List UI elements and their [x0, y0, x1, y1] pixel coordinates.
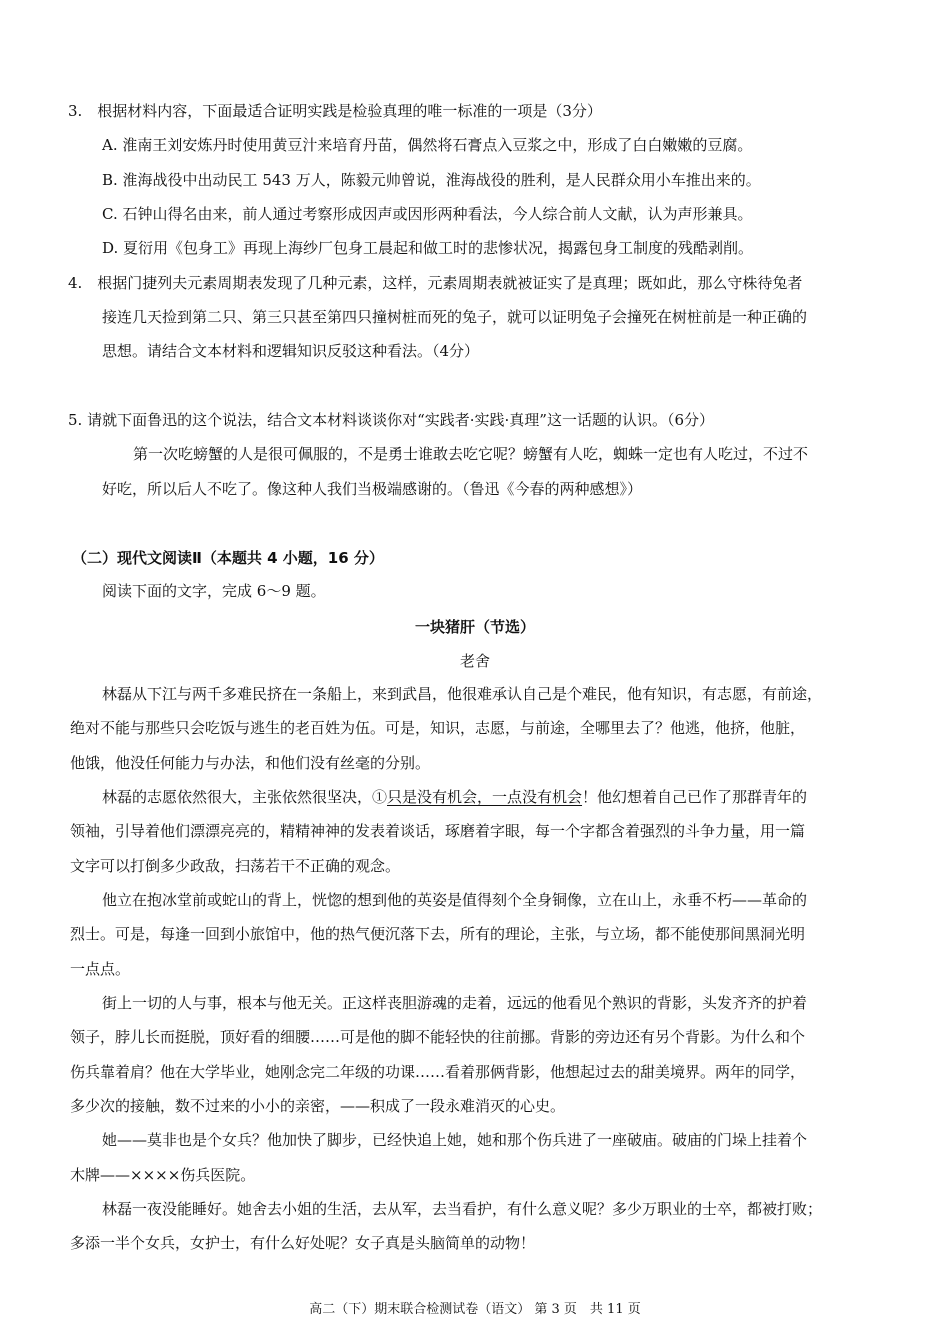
para6-line-1: 林磊一夜没能睡好。她舍去小姐的生活，去从军，去当看护，有什么意义呢？多少万职业的士卒，都被打败； — [102, 1200, 823, 1218]
q3-stem: 3. 根据材料内容，下面最适合证明实践是检验真理的唯一标准的一项是（3分） — [68, 102, 602, 120]
section-heading: （二）现代文阅读Ⅱ（本题共 4 小题，16 分） — [72, 549, 384, 567]
para5-line-1: 她——莫非也是个女兵？他加快了脚步，已经快追上她，她和那个伤兵进了一座破庙。破庙的门垛上挂着个 — [102, 1131, 808, 1149]
para4-line-3: 伤兵靠着肩？他在大学毕业，她刚念完二年级的功课……看着那俩背影，他想起过去的甜美境界。两年的同学， — [70, 1063, 806, 1081]
q4-line-3: 思想。请结合文本材料和逻辑知识反驳这种看法。（4分） — [102, 342, 480, 360]
section-instruction: 阅读下面的文字，完成 6～9 题。 — [102, 582, 326, 600]
para5-line-2: 木牌——××××伤兵医院。 — [70, 1166, 256, 1184]
q4-line-2: 接连几天捡到第二只、第三只甚至第四只撞树桩而死的兔子，就可以证明兔子会撞死在树桩前是一种正确的 — [102, 308, 808, 326]
passage-author: 老舍 — [459, 652, 490, 670]
underlined-sentence-1: 只是没有机会，一点没有机会 — [387, 788, 583, 806]
para2-line-3: 文字可以打倒多少政敌，扫荡若干不正确的观念。 — [70, 857, 401, 875]
para1-line-3: 他饿，他没任何能力与办法，和他们没有丝毫的分别。 — [70, 754, 431, 772]
q3-option-d: D. 夏衍用《包身工》再现上海纱厂包身工晨起和做工时的悲惨状况，揭露包身工制度的残酷剥削。 — [102, 239, 754, 257]
q3-option-b: B. 淮海战役中出动民工 543 万人，陈毅元帅曾说，淮海战役的胜利，是人民群众用小车推出来的。 — [102, 171, 761, 189]
para4-line-1: 街上一切的人与事，根本与他无关。正这样丧胆游魂的走着，远远的他看见个熟识的背影，头发齐齐的护着 — [102, 994, 808, 1012]
para2-line-1 — [102, 787, 807, 807]
para2-text-b: ！他幻想着自己已作了那群青年的 — [582, 788, 808, 806]
para3-line-1: 他立在抱冰堂前或蛇山的背上，恍惚的想到他的英姿是值得刻个全身铜像，立在山上，永垂不朽——革命的 — [102, 891, 808, 909]
q3-option-a: A. 淮南王刘安炼丹时使用黄豆汁来培育丹苗，偶然将石膏点入豆浆之中，形成了白白嫩嫩的豆腐。 — [102, 136, 753, 154]
para6-line-2: 多添一半个女兵，女护士，有什么好处呢？女子真是头脑简单的动物！ — [70, 1234, 536, 1252]
q3-option-c: C. 石钟山得名由来，前人通过考察形成因声或因形两种看法，今人综合前人文献，认为声形兼具。 — [102, 205, 753, 223]
para2-line-2: 领袖，引导着他们漂漂亮亮的，精精神神的发表着谈话，琢磨着字眼，每一个字都含着强烈的斗争力量，用一篇 — [70, 822, 806, 840]
page-footer: 高二（下）期末联合检测试卷（语文） 第 3 页 共 11 页 — [309, 1302, 641, 1317]
para2-text-a: 林磊的志愿依然很大，主张依然很坚决，① — [102, 788, 388, 806]
para1-line-1: 林磊从下江与两千多难民挤在一条船上，来到武昌，他很难承认自己是个难民，他有知识，有志愿，有前途， — [102, 685, 823, 703]
passage-title: 一块猪肝（节选） — [414, 618, 535, 636]
q5-stem: 5. 请就下面鲁迅的这个说法，结合文本材料谈谈你对“实践者·实践·真理”这一话题的认识。（6分） — [68, 411, 715, 429]
q4-line-1: 4. 根据门捷列夫元素周期表发现了几种元素，这样，元素周期表就被证实了是真理；既如此，那么守株待兔者 — [68, 274, 803, 292]
para4-line-4: 多少次的接触，数不过来的小小的亲密，——积成了一段永难消灭的心史。 — [70, 1097, 566, 1115]
para3-line-2: 烈士。可是，每逢一回到小旅馆中，他的热气便沉落下去，所有的理论，主张，与立场，都不能使那间黑洞光明 — [70, 925, 806, 943]
para1-line-2: 绝对不能与那些只会吃饭与逃生的老百姓为伍。可是，知识，志愿，与前途，全哪里去了？他逃，他挤，他脏， — [70, 719, 806, 737]
para4-line-2: 领子，脖儿长而挺脱，顶好看的细腰……可是他的脚不能轻快的往前挪。背影的旁边还有另个背影。为什么和个 — [70, 1028, 806, 1046]
q5-quote-line-2: 好吃，所以后人不吃了。像这种人我们当极端感谢的。（鲁迅《今春的两种感想》） — [102, 480, 643, 498]
para3-line-3: 一点点。 — [70, 960, 131, 978]
q5-quote-line-1: 第一次吃螃蟹的人是很可佩服的，不是勇士谁敢去吃它呢？螃蟹有人吃，蜘蛛一定也有人吃过，不过不 — [133, 445, 809, 463]
